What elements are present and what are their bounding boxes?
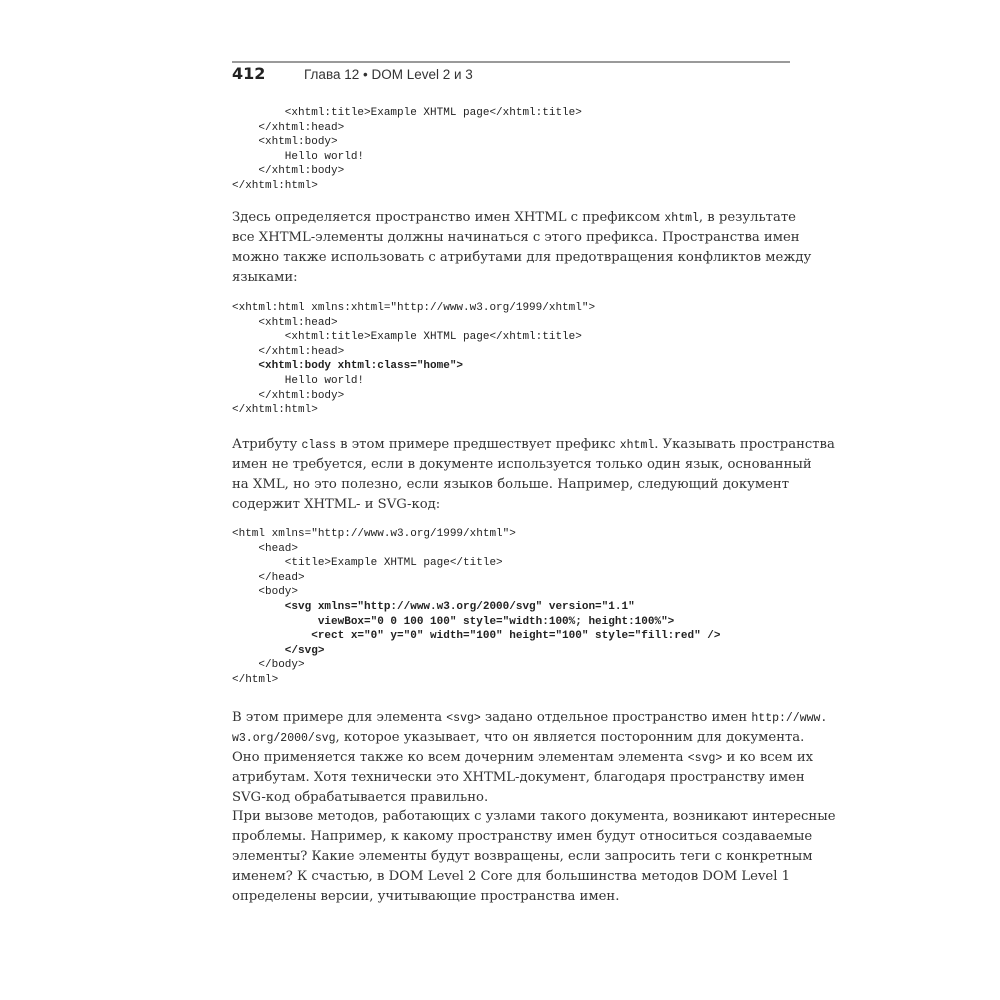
text-run: Оно применяется также ко всем дочерним элементам элемента (232, 750, 688, 765)
text-run: определены версии, учитывающие пространства имен. (232, 889, 620, 904)
paragraph (232, 807, 836, 907)
text-line (232, 475, 789, 495)
code-line: </xhtml:html> (232, 179, 318, 192)
text-line (232, 455, 812, 475)
text-run: языками: (232, 270, 298, 285)
text-line (232, 708, 828, 728)
code-line: </head> (232, 571, 305, 584)
code-line: <title>Example XHTML page</title> (232, 557, 503, 570)
inline-code: <svg> (446, 712, 481, 725)
text-run: именем? К счастью, в DOM Level 2 Core для большинства методов DOM Level 1 (232, 869, 791, 884)
code-line: </body> (232, 659, 305, 672)
code-line: </xhtml:body> (232, 389, 345, 402)
code-line: </svg> (232, 644, 325, 657)
code-line: <xhtml:title>Example XHTML page</xhtml:title> (232, 331, 582, 344)
page-number: 412 (232, 64, 266, 83)
text-run: и ко всем их (722, 750, 814, 765)
code-line: </xhtml:head> (232, 121, 345, 134)
inline-code: w3.org/2000/svg (232, 732, 336, 745)
text-line (232, 887, 789, 907)
inline-code: class (301, 439, 336, 452)
code-line: Hello world! (232, 374, 365, 387)
text-line (232, 788, 789, 808)
text-line (232, 248, 812, 268)
code-line: <xhtml:html xmlns:xhtml="http://www.w3.org/1999/xhtml"> (232, 302, 596, 314)
paragraph (232, 208, 812, 288)
code-line: <xhtml:body> (232, 136, 338, 149)
text-line (232, 728, 805, 748)
code-line: </xhtml:head> (232, 345, 345, 358)
text-line (232, 435, 835, 455)
chapter-title: Глава 12 • DOM Level 2 и 3 (304, 67, 473, 82)
text-line (232, 748, 814, 768)
text-run: содержит XHTML- и SVG-код: (232, 497, 441, 512)
text-run: При вызове методов, работающих с узлами такого документа, возникают интересные (232, 809, 836, 824)
inline-code: http://www. (751, 712, 828, 725)
text-run: Здесь определяется пространство имен XHTML с префиксом (232, 210, 665, 225)
text-run: в этом примере предшествует префикс (335, 437, 620, 452)
inline-code: xhtml (664, 212, 699, 225)
code-line: <html xmlns="http://www.w3.org/1999/xhtml"> (232, 528, 516, 540)
code-listing (232, 301, 595, 418)
text-run: SVG-код обрабатывается правильно. (232, 790, 489, 805)
text-run: на XML, но это полезно, если языков больше. Например, следующий документ (232, 477, 789, 492)
code-line: </html> (232, 673, 279, 686)
code-line: <svg xmlns="http://www.w3.org/2000/svg" version="1.1" (232, 600, 635, 613)
text-line (232, 847, 813, 867)
text-line (232, 228, 800, 248)
code-line: <head> (232, 542, 299, 555)
paragraph (232, 435, 835, 515)
text-line (232, 768, 805, 788)
text-run: проблемы. Например, к какому пространству имен будут относиться создаваемые (232, 829, 813, 844)
code-line: <rect x="0" y="0" width="100" height="100" style="fill:red" /> (232, 630, 721, 643)
header-rule (232, 61, 790, 63)
code-line: <xhtml:head> (232, 316, 338, 329)
code-line: Hello world! (232, 150, 365, 163)
text-line (232, 807, 836, 827)
code-line: <xhtml:body xhtml:class="home"> (232, 360, 464, 373)
text-run: Атрибуту (232, 437, 302, 452)
text-run: атрибутам. Хотя технически это XHTML-документ, благодаря пространству имен (232, 770, 805, 785)
text-line (232, 495, 789, 515)
text-line (232, 208, 796, 228)
text-run: задано отдельное пространство имен (480, 710, 752, 725)
text-run: можно также использовать с атрибутами для предотвращения конфликтов между (232, 250, 812, 265)
code-line: </xhtml:html> (232, 404, 318, 417)
code-line: viewBox="0 0 100 100" style="width:100%; height:100%"> (232, 615, 675, 628)
text-line (232, 867, 789, 887)
text-line (232, 827, 813, 847)
code-listing (232, 106, 582, 194)
code-line: <body> (232, 586, 299, 599)
running-header (232, 64, 473, 84)
text-line (232, 268, 789, 288)
code-line: <xhtml:title>Example XHTML page</xhtml:title> (232, 107, 582, 119)
text-run: элементы? Какие элементы будут возвращены, если запросить теги с конкретным (232, 849, 813, 864)
text-run: имен не требуется, если в документе используется только один язык, основанный (232, 457, 812, 472)
paragraph (232, 708, 828, 808)
text-run: . Указывать пространства (654, 437, 835, 452)
code-listing (232, 527, 720, 688)
text-run: , которое указывает, что он является посторонним для документа. (335, 730, 805, 745)
text-run: все XHTML-элементы должны начинаться с этого префикса. Пространства имен (232, 230, 800, 245)
inline-code: <svg> (687, 752, 723, 765)
text-run: В этом примере для элемента (232, 710, 447, 725)
code-line: </xhtml:body> (232, 165, 345, 178)
text-run: , в результате (698, 210, 796, 225)
inline-code: xhtml (619, 439, 655, 452)
